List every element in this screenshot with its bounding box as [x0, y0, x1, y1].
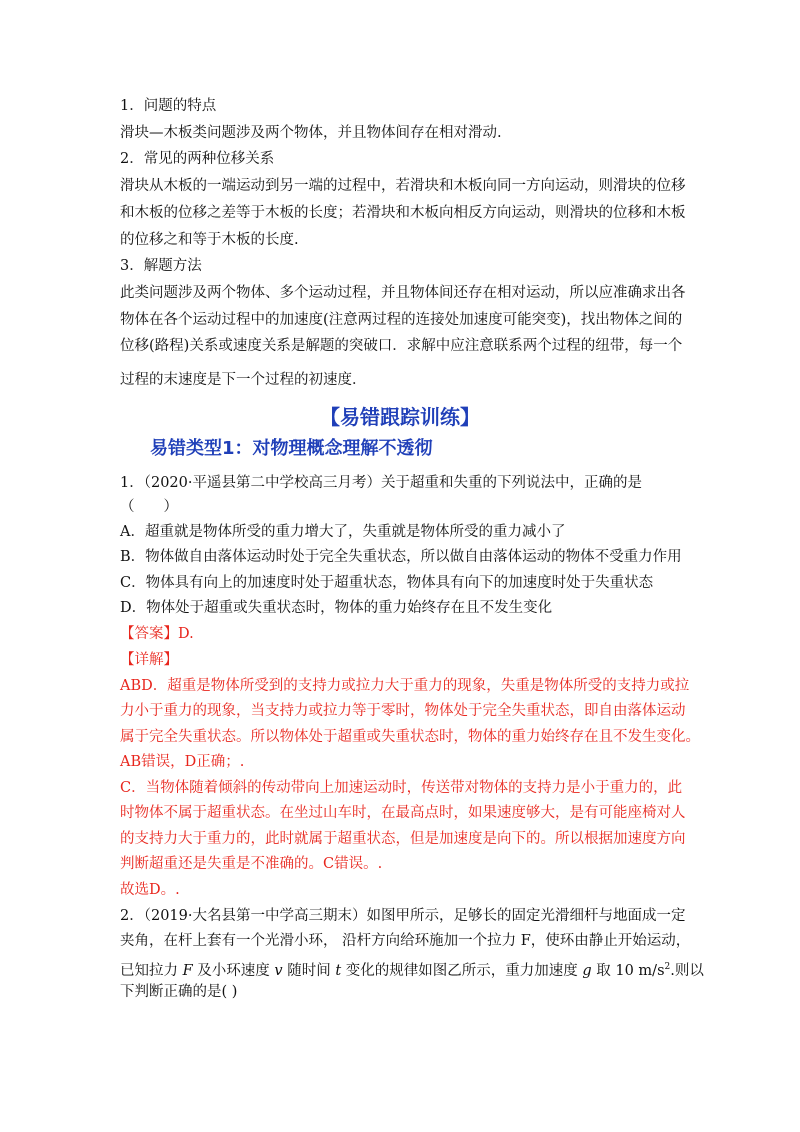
detail-label: 【详解】 [120, 652, 178, 668]
answer-label: 【答案】D. [120, 626, 194, 642]
explanation-line: 判断超重还是失重是不准确的。C错误。. [120, 856, 383, 872]
paragraph-line: 物体在各个运动过程中的加速度(注意两过程的连接处加速度可能突变)，找出物体之间的 [120, 312, 683, 328]
option-c: C．物体具有向上的加速度时处于超重状态，物体具有向下的加速度时处于失重状态 [120, 575, 654, 591]
option-a: A．超重就是物体所受的重力增大了，失重就是物体所受的重力减小了 [120, 524, 566, 540]
heading-displacement-relations: 2．常见的两种位移关系 [120, 151, 275, 167]
paragraph-line: 和木板的位移之差等于木板的长度；若滑块和木板向相反方向运动，则滑块的位移和木板 [120, 205, 686, 221]
question-2-line: 已知拉力 F 及小环速度 v 随时间 t 变化的规律如图乙所示，重力加速度 g 取 10 $m/s^2$.则以 [120, 962, 704, 979]
option-b: B．物体做自由落体运动时处于完全失重状态，所以做自由落体运动的物体不受重力作用 [120, 549, 682, 565]
paragraph-line: 此类问题涉及两个物体、多个运动过程，并且物体间还存在相对运动，所以应准确求出各 [120, 285, 686, 301]
section-title: 【易错跟踪训练】 [320, 405, 480, 429]
subsection-title: 易错类型1：对物理概念理解不透彻 [150, 438, 433, 459]
option-d: D．物体处于超重或失重状态时，物体的重力始终存在且不发生变化 [120, 600, 553, 616]
heading-problem-features: 1．问题的特点 [120, 98, 217, 114]
paragraph-line: 滑块从木板的一端运动到另一端的过程中，若滑块和木板向同一方向运动，则滑块的位移 [120, 178, 686, 194]
explanation-line: 力小于重力的现象，当支持力或拉力等于零时，物体处于完全失重状态，即自由落体运动 [120, 703, 686, 719]
explanation-line: 故选D。. [120, 882, 180, 898]
question-1-blank: （ ） [120, 499, 178, 515]
explanation-line: ABD．超重是物体所受到的支持力或拉力大于重力的现象，失重是物体所受的支持力或拉 [120, 678, 690, 694]
explanation-line: 的支持力大于重力的，此时就属于超重状态，但是加速度是向下的。所以根据加速度方向 [120, 831, 686, 847]
explanation-line: C．当物体随着倾斜的传动带向上加速运动时，传送带对物体的支持力是小于重力的，此 [120, 780, 683, 796]
paragraph-line: 位移(路程)关系或速度关系是解题的突破口．求解中应注意联系两个过程的纽带，每一个 [120, 338, 683, 354]
heading-solution-method: 3．解题方法 [120, 258, 202, 274]
question-2-line: 下判断正确的是( ) [120, 984, 238, 1000]
question-2-line: 夹角，在杆上套有一个光滑小环， 沿杆方向给环施加一个拉力 F，使环由静止开始运动， [120, 933, 691, 949]
paragraph-problem-features: 滑块—木板类问题涉及两个物体，并且物体间存在相对滑动. [120, 125, 502, 141]
paragraph-line: 的位移之和等于木板的长度. [120, 232, 299, 248]
explanation-line: 时物体不属于超重状态。在坐过山车时，在最高点时，如果速度够大，是有可能座椅对人 [120, 805, 686, 821]
explanation-line: AB错误，D正确；. [120, 754, 245, 770]
question-2-line: 2．（2019·大名县第一中学高三期末）如图甲所示，足够长的固定光滑细杆与地面成一定 [120, 908, 686, 924]
paragraph-line: 过程的末速度是下一个过程的初速度． [120, 372, 367, 388]
explanation-line: 属于完全失重状态。所以物体处于超重或失重状态时，物体的重力始终存在且不发生变化。 [120, 729, 700, 745]
question-1-stem: 1．（2020·平遥县第二中学校高三月考）关于超重和失重的下列说法中，正确的是 [120, 475, 642, 491]
